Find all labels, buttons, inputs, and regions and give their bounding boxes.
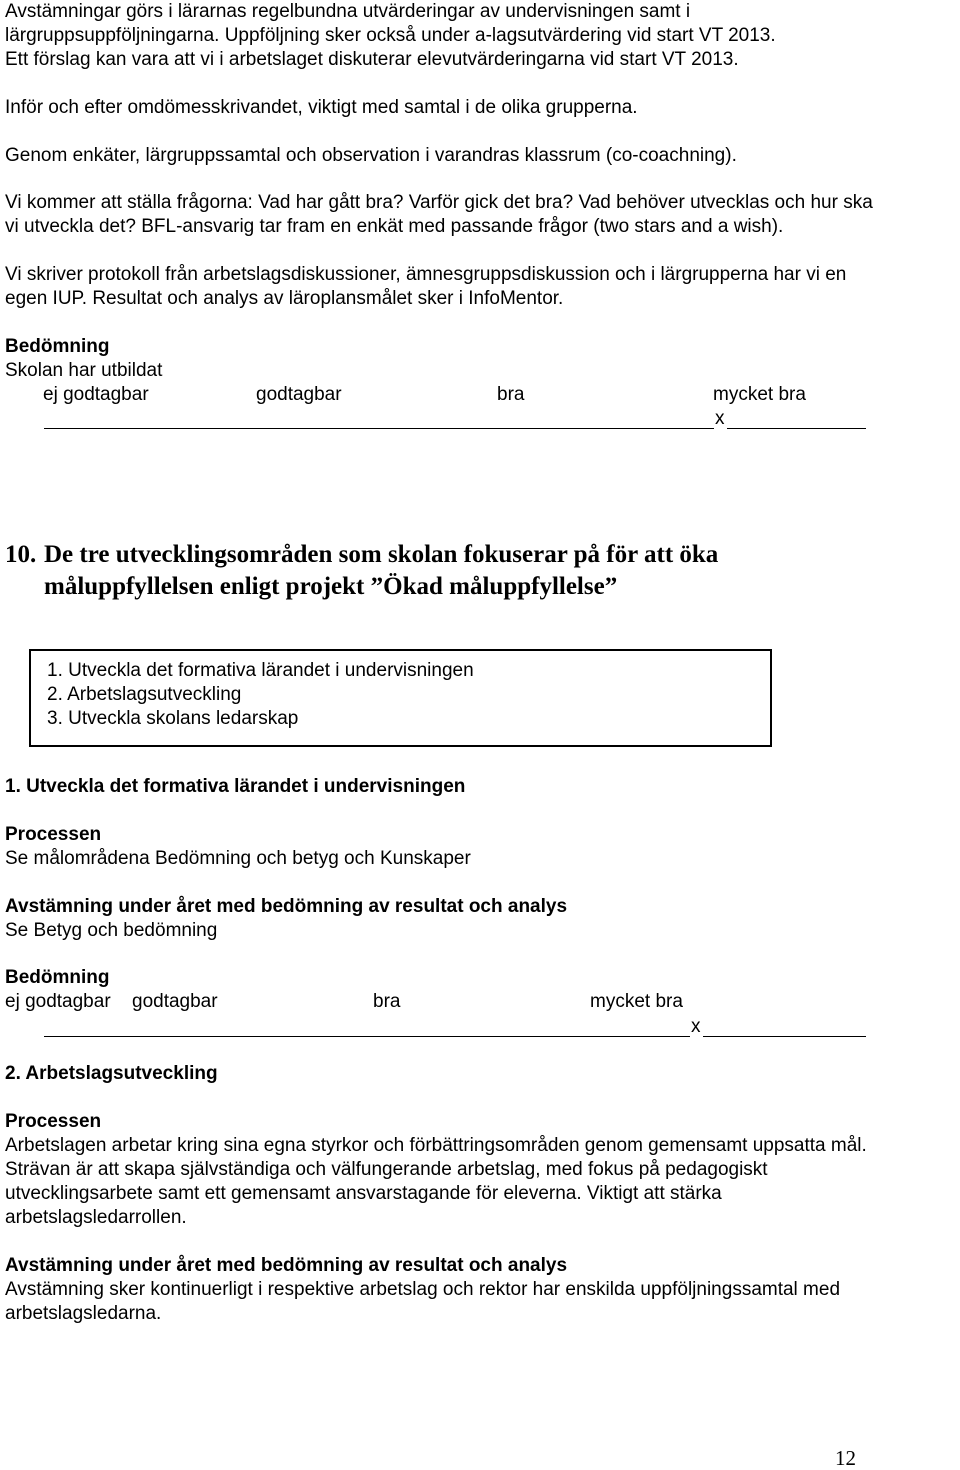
intro-p5-line2: egen IUP. Resultat och analys av läroplansmålet sker i InfoMentor. <box>5 288 564 309</box>
intro-p1-line3: Ett förslag kan vara att vi i arbetslaget diskuterar elevutvärderingarna vid start VT 2013. <box>5 49 739 70</box>
area2-followup-line2: arbetslagsledarna. <box>5 1303 162 1324</box>
area2-process-line1: Arbetslagen arbetar kring sina egna styrkor och förbättringsområden genom gemensamt uppsatta mål. <box>5 1135 867 1156</box>
area2-process-line3: utvecklingsarbete samt ett gemensamt ansvarstagande för eleverna. Viktigt att stärka <box>5 1183 722 1204</box>
goal-item-3: 3. Utveckla skolans ledarskap <box>47 708 299 729</box>
area1-scale-ej-godtagbar: ej godtagbar <box>5 991 111 1012</box>
page-number: 12 <box>835 1446 856 1470</box>
intro-p4-line2: vi utveckla det? BFL-ansvarig tar fram en enkät med passande frågor (two stars and a wish). <box>5 216 784 237</box>
scale-ej-godtagbar: ej godtagbar <box>43 384 149 405</box>
section-title-line1: De tre utvecklingsområden som skolan fokuserar på för att öka <box>44 541 719 568</box>
area2-process-heading: Processen <box>5 1111 102 1132</box>
intro-p1-line2: lärgruppsuppföljningarna. Uppföljning sker också under a-lagsutvärdering vid start VT 2013. <box>5 25 776 46</box>
area1-scale-bra: bra <box>373 991 401 1012</box>
area2-process-line4: arbetslagsledarrollen. <box>5 1207 187 1228</box>
intro-p4-line1: Vi kommer att ställa frågorna: Vad har gått bra? Varför gick det bra? Vad behöver utvecklas och hur ska <box>5 192 873 213</box>
scale-mycket-bra: mycket bra <box>713 384 806 405</box>
area1-assessment-heading: Bedömning <box>5 967 110 988</box>
intro-p1-line1: Avstämningar görs i lärarnas regelbundna utvärderingar av undervisningen samt i <box>5 1 691 22</box>
area1-scale-line-left <box>44 1036 690 1037</box>
area1-followup-text: Se Betyg och bedömning <box>5 920 218 941</box>
area1-scale-godtagbar: godtagbar <box>132 991 218 1012</box>
goal-item-2: 2. Arbetslagsutveckling <box>47 684 242 705</box>
area1-scale-mycket-bra: mycket bra <box>590 991 683 1012</box>
goals-box <box>29 649 772 747</box>
scale-line-right <box>727 428 866 429</box>
assessment-scale-line <box>44 407 866 431</box>
intro-p3: Genom enkäter, lärgruppssamtal och observation i varandras klassrum (co-coachning). <box>5 145 737 166</box>
area1-assessment-mark: x <box>691 1016 701 1037</box>
area1-process-text: Se målområdena Bedömning och betyg och Kunskaper <box>5 848 471 869</box>
area2-process-line2: Strävan är att skapa självständiga och välfungerande arbetslag, med fokus på pedagogiskt <box>5 1159 768 1180</box>
assessment-subtitle: Skolan har utbildat <box>5 360 163 381</box>
scale-bra: bra <box>497 384 525 405</box>
goal-item-1: 1. Utveckla det formativa lärandet i undervisningen <box>47 660 474 681</box>
section-title-line2: måluppfyllelsen enligt projekt ”Ökad måluppfyllelse” <box>44 573 618 600</box>
area1-process-heading: Processen <box>5 824 102 845</box>
area2-heading: 2. Arbetslagsutveckling <box>5 1063 218 1084</box>
section-number: 10. <box>5 541 37 568</box>
area1-scale-line-right <box>703 1036 866 1037</box>
intro-p2: Inför och efter omdömesskrivandet, viktigt med samtal i de olika grupperna. <box>5 97 638 118</box>
area1-scale-line <box>44 1015 866 1039</box>
intro-p5-line1: Vi skriver protokoll från arbetslagsdiskussioner, ämnesgruppsdiskussion och i lärgrupperna har vi en <box>5 264 847 285</box>
area2-followup-heading: Avstämning under året med bedömning av resultat och analys <box>5 1255 568 1276</box>
area1-heading: 1. Utveckla det formativa lärandet i undervisningen <box>5 776 466 797</box>
area1-followup-heading: Avstämning under året med bedömning av resultat och analys <box>5 896 568 917</box>
assessment-heading: Bedömning <box>5 336 110 357</box>
assessment-mark: x <box>715 408 725 429</box>
area2-followup-line1: Avstämning sker kontinuerligt i respektive arbetslag och rektor har enskilda uppföljningssamtal med <box>5 1279 841 1300</box>
scale-line-left <box>44 428 714 429</box>
scale-godtagbar: godtagbar <box>256 384 342 405</box>
